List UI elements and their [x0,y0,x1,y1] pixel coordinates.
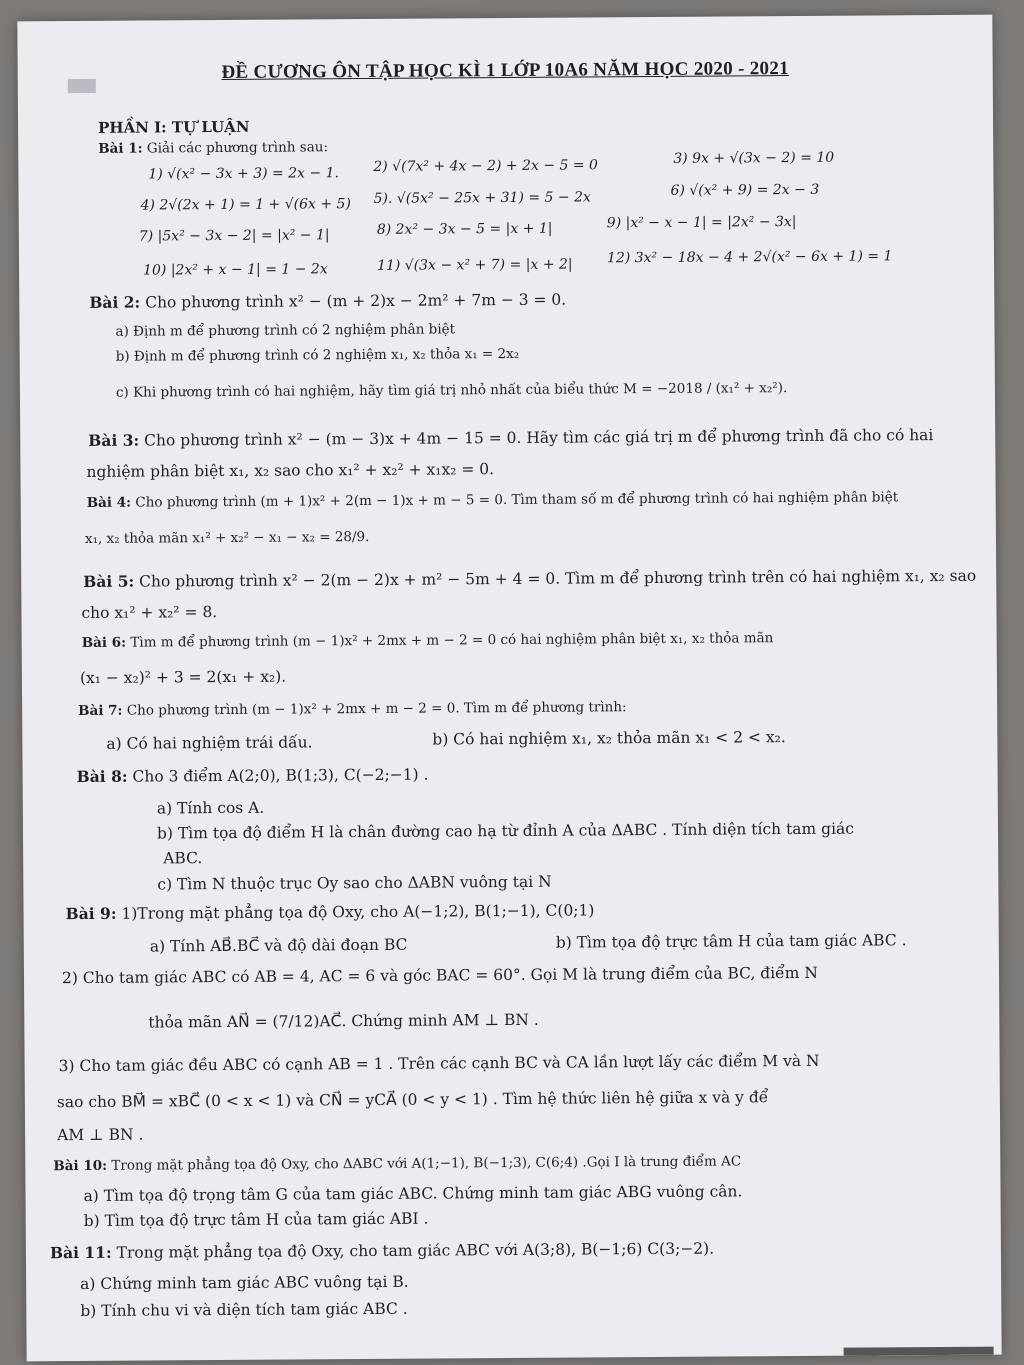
bai8-b-line1: b) Tìm tọa độ điểm H là chân đường cao hạ từ đỉnh A của ΔABC . Tính diện tích tam giác [156,819,855,843]
bai2-heading: Bài 2: [89,292,141,312]
bai1-eq-5: 5). √(5x² − 25x + 31) = 5 − 2x [373,189,591,207]
bai7-text: Cho phương trình (m − 1)x² + 2mx + m − 2 = 0. Tìm m để phương trình: [126,699,627,719]
bai3-line2: nghiệm phân biệt x₁, x₂ sao cho x₁² + x₂² + x₁x₂ = 0. [86,460,495,481]
bai6-line1 [82,630,774,651]
bai1-eq-4: 4) 2√(2x + 1) = 1 + √(6x + 5) [140,196,351,214]
bai10-text: Trong mặt phẳng tọa độ Oxy, cho ΔABC với A(1;−1), B(−1;3), C(6;4) .Gọi I là trung điểm AC [111,1153,742,1174]
bai1-eq-9: 9) |x² − x − 1| = |2x² − 3x| [606,213,797,232]
bai5-text: Cho phương trình x² − 2(m − 2)x + m² − 5m + 4 = 0. Tìm m để phương trình trên có hai nghiệm x₁, x₂ sao [139,566,977,591]
document-page [17,15,1001,1362]
bai1-eq-2: 2) √(7x² + 4x − 2) + 2x − 5 = 0 [373,157,598,175]
bai2-text: Cho phương trình x² − (m + 2)x − 2m² + 7m − 3 = 0. [145,290,567,312]
bai11-line1 [50,1239,714,1263]
bai9-line1 [65,900,594,923]
bai7-a: a) Có hai nghiệm trái dấu. [106,733,313,753]
section-heading: PHẦN I: TỰ LUẬN [98,117,250,137]
bai2-b: b) Định m để phương trình có 2 nghiệm x₁, x₂ thỏa x₁ = 2x₂ [115,345,520,365]
bai7-line1 [78,699,627,719]
bai4-line1 [87,489,899,511]
bai1-heading: Bài 1: [98,140,143,157]
bai5-line2: cho x₁² + x₂² = 8. [81,603,218,622]
bai4-line2: x₁, x₂ thỏa mãn x₁² + x₂² − x₁ − x₂ = 28/9. [84,528,370,547]
bai5-heading: Bài 5: [83,571,135,591]
bai8-c: c) Tìm N thuộc trục Oy sao cho ΔABN vuông tại N [157,872,552,894]
bai8-b-line2: ABC. [163,849,203,868]
bai2-a: a) Định m để phương trình có 2 nghiệm phân biệt [115,321,456,340]
bai7-heading: Bài 7: [78,702,123,720]
bai8-line1 [77,765,429,786]
bai6-text: Tìm m để phương trình (m − 1)x² + 2mx + m − 2 = 0 có hai nghiệm phân biệt x₁, x₂ thỏa mãn [130,630,774,651]
bai9-part2-line1: 2) Cho tam giác ABC có AB = 4, AC = 6 và góc BAC = 60°. Gọi M là trung điểm của BC, điểm N [61,963,818,988]
bai4-heading: Bài 4: [86,494,132,511]
bai9-part3-line1: 3) Cho tam giác đều ABC có cạnh AB = 1 . Trên các cạnh BC và CA lần lượt lấy các điểm M và N [58,1051,820,1076]
bai1-text: Giải các phương trình sau: [146,139,329,157]
bai2-line [89,290,566,312]
bai1-line [98,139,328,157]
bai11-b: b) Tính chu vi và diện tích tam giác ABC . [80,1299,408,1321]
bai1-eq-12: 12) 3x² − 18x − 4 + 2√(x² − 6x + 1) = 1 [606,248,893,267]
bai8-text: Cho 3 điểm A(2;0), B(1;3), C(−2;−1) . [132,765,429,786]
bai1-eq-3: 3) 9x + √(3x − 2) = 10 [673,149,835,167]
bai2-c: c) Khi phương trình có hai nghiệm, hãy tìm giá trị nhỏ nhất của biểu thức M = −2018 / (x₁² + x₂²). [115,380,788,401]
page-edge-shadow [844,1347,994,1356]
bai1-eq-11: 11) √(3x − x² + 7) = |x + 2| [376,256,573,274]
bai9-text: 1)Trong mặt phẳng tọa độ Oxy, cho A(−1;2), B(1;−1), C(0;1) [121,901,595,923]
bai8-a: a) Tính cos A. [156,798,265,818]
bai9-part2-line2: thỏa mãn AN⃗ = (7/12)AC⃗. Chứng minh AM ⊥ BN . [148,1010,539,1032]
bai11-text: Trong mặt phẳng tọa độ Oxy, cho tam giác ABC với A(3;8), B(−1;6) C(3;−2). [116,1239,715,1262]
bai9-a: a) Tính AB⃗.BC⃗ và độ dài đoạn BC [149,935,408,956]
bai11-heading: Bài 11: [49,1242,112,1263]
bai9-part3-line3: AM ⊥ BN . [57,1125,144,1145]
bai1-eq-6: 6) √(x² + 9) = 2x − 3 [670,181,820,199]
bai5-line1 [83,566,976,591]
bai10-b: b) Tìm tọa độ trực tâm H của tam giác ABI . [83,1209,429,1230]
bai10-line1 [53,1153,741,1174]
bai1-eq-7: 7) |5x² − 3x − 2| = |x² − 1| [138,227,330,245]
bai1-eq-8: 8) 2x² − 3x − 5 = |x + 1| [376,220,553,238]
bai10-a: a) Tìm tọa độ trọng tâm G của tam giác ABC. Chứng minh tam giác ABG vuông cân. [83,1182,743,1205]
bai1-eq-1: 1) √(x² − 3x + 3) = 2x − 1. [148,165,340,183]
bai3-line1 [88,425,933,450]
bai3-heading: Bài 3: [88,430,140,450]
bai9-heading: Bài 9: [65,903,117,924]
bai7-b: b) Có hai nghiệm x₁, x₂ thỏa mãn x₁ < 2 < x₂. [432,728,786,749]
bai10-heading: Bài 10: [53,1157,108,1175]
bai3-text: Cho phương trình x² − (m − 3)x + 4m − 15 = 0. Hãy tìm các giá trị m để phương trình đã cho có hai [144,426,934,450]
bai6-line2: (x₁ − x₂)² + 3 = 2(x₁ + x₂). [79,667,287,687]
bai8-heading: Bài 8: [76,766,128,787]
bai9-part3-line2: sao cho BM⃗ = xBC⃗ (0 < x < 1) và CN⃗ = yCA⃗ (0 < y < 1) . Tìm hệ thức liên hệ giữa x và y để [56,1088,769,1112]
bai6-heading: Bài 6: [81,634,127,651]
page-title: ĐỀ CƯƠNG ÔN TẬP HỌC KÌ 1 LỚP 10A6 NĂM HỌC 2020 - 2021 [221,58,789,83]
bai1-eq-10: 10) |2x² + x − 1| = 1 − 2x [143,261,328,279]
bai9-b: b) Tìm tọa độ trực tâm H của tam giác ABC . [555,931,907,952]
bai4-text: Cho phương trình (m + 1)x² + 2(m − 1)x + m − 5 = 0. Tìm tham số m để phương trình có hai nghiệm phân biệt [135,489,899,511]
bai11-a: a) Chứng minh tam giác ABC vuông tại B. [80,1272,409,1294]
